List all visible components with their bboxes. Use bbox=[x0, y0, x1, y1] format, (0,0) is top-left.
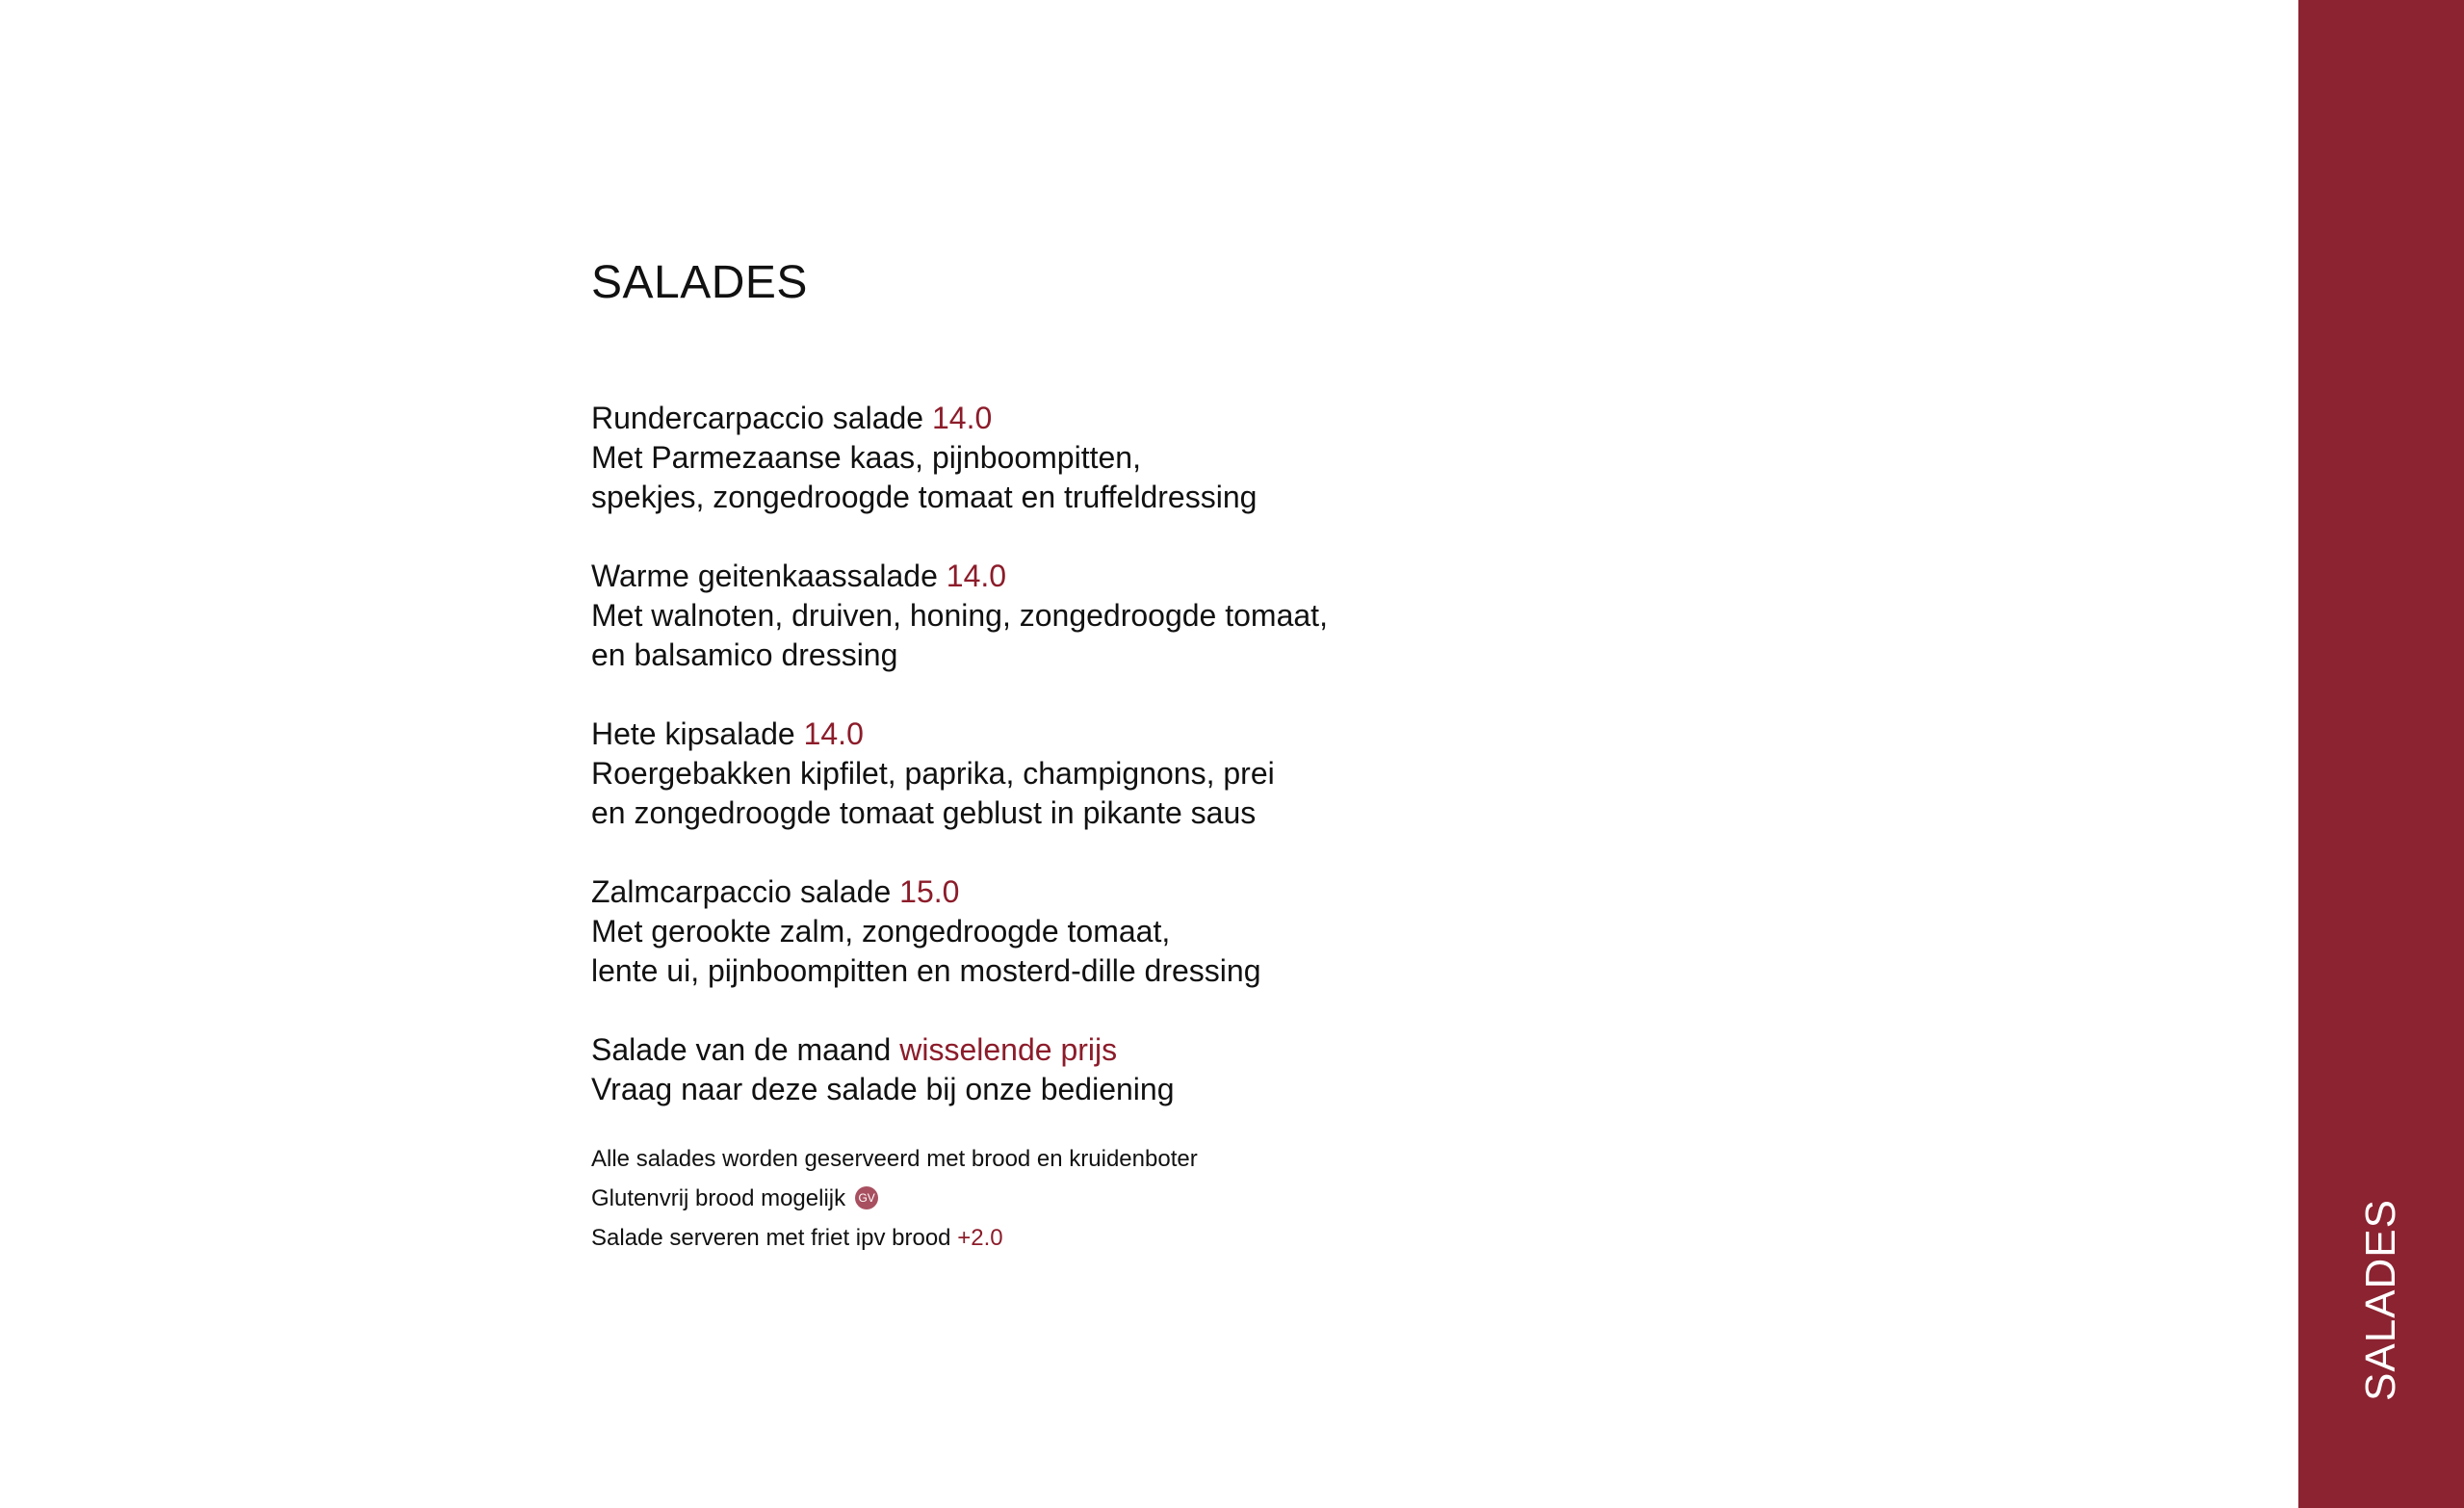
item-price: 14.0 bbox=[946, 559, 1007, 593]
item-price: 15.0 bbox=[899, 874, 960, 909]
note-glutenfree-text: Glutenvrij brood mogelijk bbox=[591, 1185, 846, 1211]
menu-content bbox=[591, 252, 2132, 1258]
sidebar-section-label: SALADES bbox=[2357, 1199, 2404, 1401]
gluten-free-badge-icon: GV bbox=[855, 1186, 878, 1209]
item-description-line: en balsamico dressing bbox=[591, 637, 898, 672]
note-glutenfree bbox=[591, 1179, 2132, 1218]
menu-item-rundercarpaccio bbox=[591, 399, 2132, 517]
sidebar bbox=[2298, 0, 2464, 1508]
menu-item-salade-van-de-maand bbox=[591, 1030, 2132, 1109]
menu-item-geitenkaassalade bbox=[591, 557, 2132, 675]
item-description-line: Vraag naar deze salade bij onze bediening bbox=[591, 1072, 1175, 1106]
item-description-line: Met gerookte zalm, zongedroogde tomaat, bbox=[591, 914, 1171, 949]
note-fries bbox=[591, 1218, 2132, 1258]
item-price: wisselende prijs bbox=[899, 1032, 1118, 1067]
menu-items bbox=[591, 399, 2132, 1109]
item-description-line: Roergebakken kipfilet, paprika, champignons, prei bbox=[591, 756, 1275, 791]
menu-notes bbox=[591, 1139, 2132, 1258]
item-name: Rundercarpaccio salade bbox=[591, 401, 924, 435]
note-fries-text: Salade serveren met friet ipv brood bbox=[591, 1225, 951, 1251]
item-description-line: lente ui, pijnboompitten en mosterd-dille dressing bbox=[591, 953, 1261, 988]
item-name: Hete kipsalade bbox=[591, 716, 795, 751]
item-description-line: spekjes, zongedroogde tomaat en truffeldressing bbox=[591, 480, 1258, 514]
item-price: 14.0 bbox=[931, 401, 993, 435]
item-price: 14.0 bbox=[803, 716, 864, 751]
item-name: Warme geitenkaassalade bbox=[591, 559, 938, 593]
item-description-line: Met Parmezaanse kaas, pijnboompitten, bbox=[591, 440, 1141, 475]
note-fries-price: +2.0 bbox=[957, 1225, 1003, 1251]
item-description-line: Met walnoten, druiven, honing, zongedroogde tomaat, bbox=[591, 598, 1328, 633]
menu-item-kipsalade bbox=[591, 715, 2132, 833]
item-description-line: en zongedroogde tomaat geblust in pikante saus bbox=[591, 795, 1257, 830]
menu-item-zalmcarpaccio bbox=[591, 872, 2132, 991]
note-bread: Alle salades worden geserveerd met brood en kruidenboter bbox=[591, 1146, 1198, 1172]
page-title: SALADES bbox=[591, 257, 808, 308]
item-name: Zalmcarpaccio salade bbox=[591, 874, 892, 909]
item-name: Salade van de maand bbox=[591, 1032, 892, 1067]
